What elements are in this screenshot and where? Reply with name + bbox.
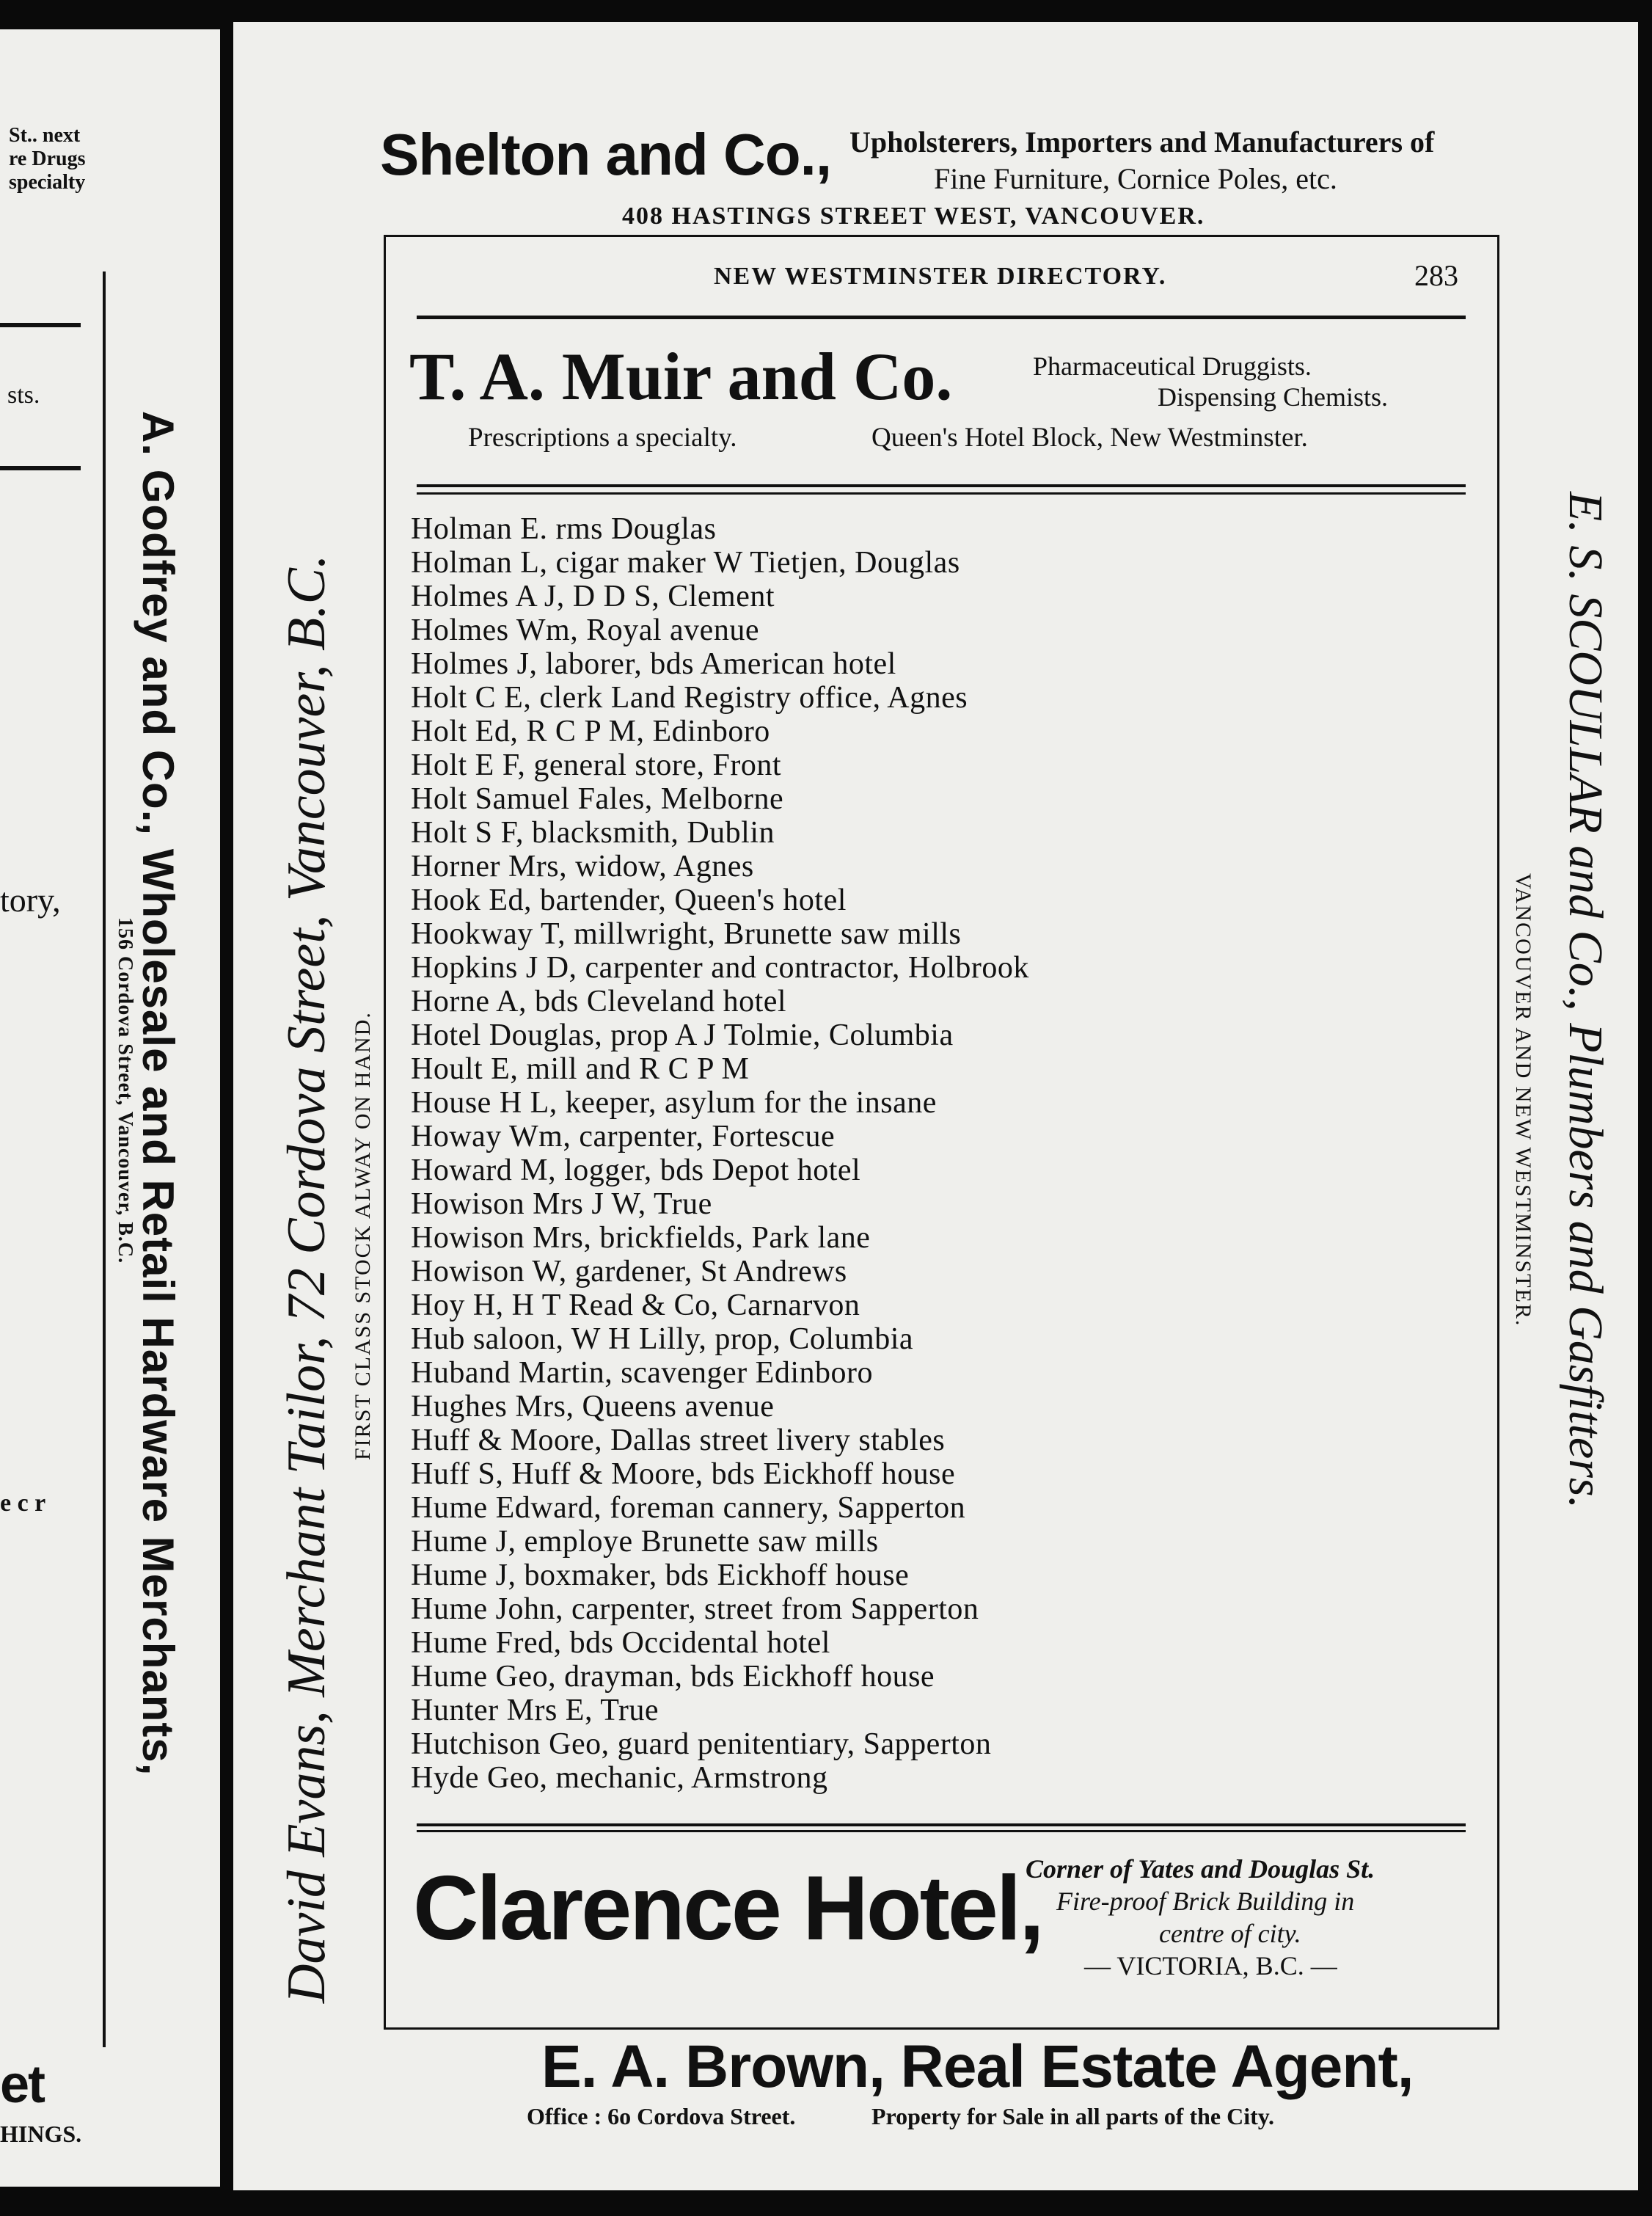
brown-office: Office : 6o Cordova Street.	[527, 2103, 796, 2129]
muir-name: T. A. Muir and Co.	[409, 339, 953, 414]
evans-ad	[277, 554, 336, 2003]
list-item: Holmes J, laborer, bds American hotel	[411, 647, 896, 681]
clarence-rule-top	[417, 1823, 1466, 1826]
evans-ad-subtext: FIRST CLASS STOCK ALWAY ON HAND.	[351, 1011, 375, 1460]
list-item: Horne A, bds Cleveland hotel	[411, 985, 787, 1018]
godfrey-address-text: 156 Cordova Street, Vancouver, B.C.	[114, 917, 136, 1264]
brown-property: Property for Sale in all parts of the City.	[871, 2103, 1274, 2129]
left-fragment-tory: tory,	[0, 881, 61, 919]
list-item: Hopkins J D, carpenter and contractor, Holbrook	[411, 951, 1029, 985]
list-item: Hunter Mrs E, True	[411, 1694, 659, 1727]
shelton-line2: Fine Furniture, Cornice Poles, etc.	[934, 162, 1337, 195]
muir-left: Prescriptions a specialty.	[468, 423, 737, 453]
list-item: Howison W, gardener, St Andrews	[411, 1255, 847, 1289]
list-item: Holman E. rms Douglas	[411, 512, 717, 546]
godfrey-ad	[132, 411, 183, 1776]
list-item: Hughes Mrs, Queens avenue	[411, 1390, 775, 1424]
list-item: Huff & Moore, Dallas street livery stables	[411, 1424, 946, 1457]
list-item: Holt Ed, R C P M, Edinboro	[411, 715, 770, 748]
shelton-name: Shelton and Co.,	[380, 122, 832, 187]
list-item: House H L, keeper, asylum for the insane	[411, 1086, 937, 1120]
clarence-line1: Corner of Yates and Douglas St.	[1026, 1854, 1375, 1884]
list-item: Holman L, cigar maker W Tietjen, Douglas	[411, 546, 960, 580]
left-fragment-3: specialty	[9, 171, 86, 194]
list-item: Huff S, Huff & Moore, bds Eickhoff house	[411, 1457, 956, 1491]
list-item: Hub saloon, W H Lilly, prop, Columbia	[411, 1322, 914, 1356]
adjacent-page-strip	[0, 29, 220, 2187]
list-item: Holt Samuel Fales, Melborne	[411, 782, 784, 816]
clarence-rule-bottom	[417, 1830, 1466, 1832]
list-item: Hume J, boxmaker, bds Eickhoff house	[411, 1559, 910, 1592]
left-fragment-1: St.. next	[9, 124, 81, 147]
left-vertical-rule	[103, 271, 106, 2047]
list-item: Holt S F, blacksmith, Dublin	[411, 816, 775, 850]
brown-name: E. A. Brown, Real Estate Agent,	[541, 2033, 1414, 2100]
evans-ad-main: David Evans, Merchant Tailor, 72 Cordova Street, Vancouver, B.C.	[277, 554, 337, 2003]
list-item: Holt C E, clerk Land Registry office, Agnes	[411, 681, 968, 715]
left-fragment-et: et	[0, 2055, 45, 2114]
list-item: Hutchison Geo, guard penitentiary, Sapperton	[411, 1727, 992, 1761]
list-item: Hume Geo, drayman, bds Eickhoff house	[411, 1660, 935, 1694]
list-item: Huband Martin, scavenger Edinboro	[411, 1356, 873, 1390]
list-item: Hume J, employe Brunette saw mills	[411, 1525, 879, 1559]
muir-rule-top	[417, 484, 1466, 487]
left-fragment-ecr: e c r	[0, 1490, 46, 1517]
shelton-address: 408 HASTINGS STREET WEST, VANCOUVER.	[622, 203, 1205, 230]
list-item: Hotel Douglas, prop A J Tolmie, Columbia	[411, 1018, 954, 1052]
left-rule-2	[0, 466, 81, 470]
list-item: Hyde Geo, mechanic, Armstrong	[411, 1761, 828, 1795]
list-item: Horner Mrs, widow, Agnes	[411, 850, 754, 883]
header-rule	[417, 316, 1466, 319]
list-item: Howay Wm, carpenter, Fortescue	[411, 1120, 836, 1153]
scoullar-ad-sub	[1510, 873, 1535, 1327]
left-fragment-sts: sts.	[7, 382, 40, 409]
list-item: Holmes Wm, Royal avenue	[411, 613, 759, 647]
list-item: Hoult E, mill and R C P M	[411, 1052, 750, 1086]
list-item: Howard M, logger, bds Depot hotel	[411, 1153, 861, 1187]
list-item: Hookway T, millwright, Brunette saw mills	[411, 917, 962, 951]
clarence-line2: Fire-proof Brick Building in	[1056, 1887, 1355, 1916]
muir-right: Queen's Hotel Block, New Westminster.	[871, 423, 1308, 453]
godfrey-ad-address	[113, 917, 136, 1264]
scoullar-ad	[1558, 492, 1612, 1509]
list-item: Holmes A J, D D S, Clement	[411, 580, 775, 613]
clarence-line3: centre of city.	[1159, 1919, 1301, 1948]
list-item: Holt E F, general store, Front	[411, 748, 782, 782]
page-number: 283	[1414, 259, 1458, 292]
clarence-name: Clarence Hotel,	[413, 1858, 1042, 1959]
scoullar-ad-main: E. S. SCOULLAR and Co., Plumbers and Gasfitters.	[1559, 492, 1612, 1509]
page-title: NEW WESTMINSTER DIRECTORY.	[714, 263, 1167, 290]
evans-ad-sub	[351, 1011, 376, 1460]
muir-line2: Dispensing Chemists.	[1158, 382, 1389, 412]
left-fragment-2: re Drugs	[9, 147, 86, 170]
shelton-line1: Upholsterers, Importers and Manufacturers of	[849, 125, 1435, 158]
scoullar-ad-subtext: VANCOUVER AND NEW WESTMINSTER.	[1511, 873, 1535, 1327]
godfrey-ad-main: A. Godfrey and Co., Wholesale and Retail Hardware Merchants,	[134, 411, 183, 1776]
list-item: Hoy H, H T Read & Co, Carnarvon	[411, 1289, 860, 1322]
list-item: Hume Fred, bds Occidental hotel	[411, 1626, 830, 1660]
muir-rule-bottom	[417, 492, 1466, 495]
directory-page	[233, 22, 1638, 2190]
list-item: Hume Edward, foreman cannery, Sapperton	[411, 1491, 966, 1525]
left-rule	[0, 323, 81, 327]
list-item: Howison Mrs J W, True	[411, 1187, 712, 1221]
left-fragment-hings: HINGS.	[0, 2121, 82, 2147]
muir-line1: Pharmaceutical Druggists.	[1033, 351, 1312, 381]
list-item: Hume John, carpenter, street from Sapperton	[411, 1592, 979, 1626]
clarence-line4: — VICTORIA, B.C. —	[1084, 1951, 1337, 1980]
list-item: Hook Ed, bartender, Queen's hotel	[411, 883, 847, 917]
list-item: Howison Mrs, brickfields, Park lane	[411, 1221, 871, 1255]
